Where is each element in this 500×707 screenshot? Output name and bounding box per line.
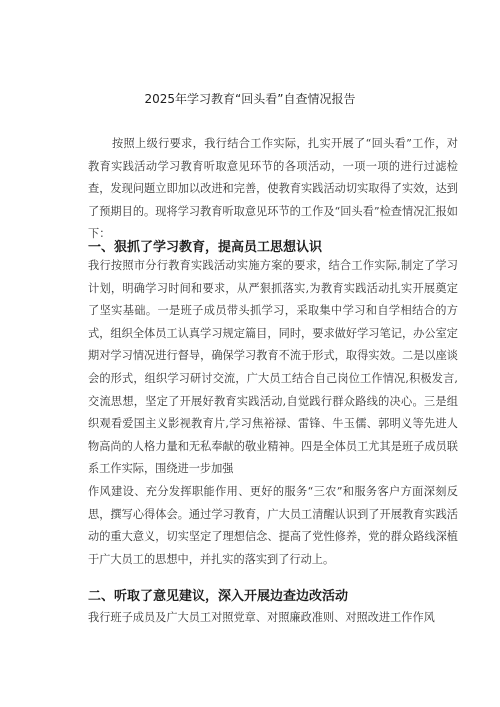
intro-paragraph: 按照上级行要求，我行结合工作实际，扎实开展了“回头看”工作，对教育实践活动学习教育听取意见环节的各项活动，一项一项的进行过滤检查，发现问题立即加以改进和完善，使教育实践活动切实取得了实效，达到了预期目的。现将学习教育听取意见环节的工作及“回头看”检查情况汇报如下： — [88, 137, 458, 241]
section-1-heading: 一、狠抓了学习教育，提高员工思想认识 — [88, 240, 323, 255]
section-2-heading: 二、听取了意见建议，深入开展边查边改活动 — [88, 589, 349, 604]
section-2-paragraph-1: 我行班子成员及广大员工对照党章、对照廉政准则、对照改进工作作风 — [88, 611, 435, 624]
section-1-paragraph-2: 作风建设、充分发挥职能作用、更好的服务“三农”和服务客户方面深刻反思，撰写心得体会。通过学习教育，广大员工清醒认识到了开展教育实践活动的重大意义，切实坚定了理想信念、提高了党性修养，党的群众路线深植于广大员工的思想中，并扎实的落实到了行动上。 — [88, 485, 458, 566]
document-title: 2025年学习教育“回头看”自查情况报告 — [144, 92, 356, 106]
section-1-paragraph-1: 我行按照市分行教育实践活动实施方案的要求，结合工作实际,制定了学习计划，明确学习时间和要求，从严狠抓落实,为教育实践活动扎实开展奠定了坚实基础。一是班子成员带头抓学习，采取集中学习和自学相结合的方式，组织全体员工认真学习规定篇目，同时，要求做好学习笔记，办公室定期对学习情况进行督导，确保学习教育不流于形式，取得实效。二是以座谈会的形式，组织学习研讨交流，广大员工结合自己岗位工作情况,积极发言,交流思想，坚定了开展好教育实践活动,自觉践行群众路线的决心。三是组织观看爱国主义影视教育片,学习焦裕禄、雷锋、牛玉儒、郭明义等先进人物高尚的人格力量和无私奉献的敬业精神。四是全体员工尤其是班子成员联系工作实际，围绕进一步加强 — [88, 259, 458, 476]
